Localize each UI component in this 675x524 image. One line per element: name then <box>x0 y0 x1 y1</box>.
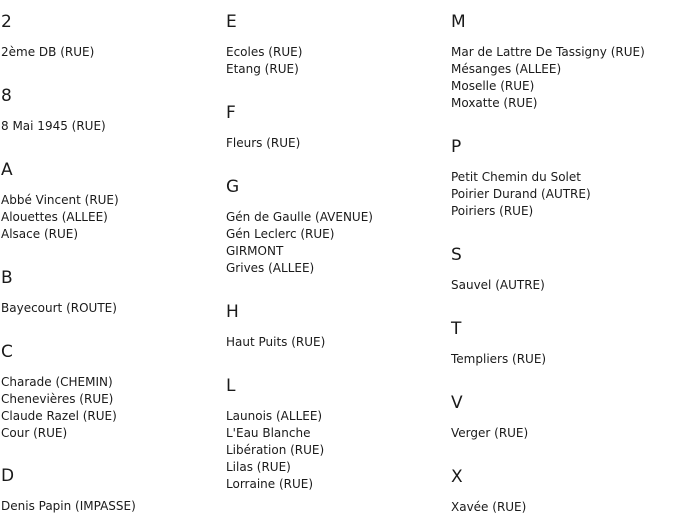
street-link[interactable]: Moxatte (RUE) <box>451 96 538 110</box>
street-list-item <box>1 408 117 425</box>
street-list <box>451 499 526 516</box>
section-letter-heading: T <box>451 319 462 339</box>
letter-section <box>226 177 373 277</box>
street-link[interactable]: Verger (RUE) <box>451 426 529 440</box>
street-list-item <box>226 226 373 243</box>
street-list-item <box>1 192 119 209</box>
street-list <box>1 118 106 135</box>
street-link[interactable]: Fleurs (RUE) <box>226 136 301 150</box>
street-link[interactable]: 2ème DB (RUE) <box>1 45 95 59</box>
street-link[interactable]: Gén de Gaulle (AVENUE) <box>226 210 373 224</box>
street-list-item <box>226 135 300 152</box>
street-list <box>1 44 94 61</box>
section-letter-heading: L <box>226 376 236 396</box>
street-list-item <box>1 300 117 317</box>
street-list-item <box>226 408 324 425</box>
street-list-item <box>1 391 117 408</box>
letter-section <box>1 342 117 442</box>
street-list-item <box>1 226 119 243</box>
street-link[interactable]: Mar de Lattre De Tassigny (RUE) <box>451 45 645 59</box>
street-link[interactable]: Petit Chemin du Solet <box>451 170 581 184</box>
letter-section <box>1 86 106 135</box>
street-list-item <box>1 209 119 226</box>
street-link[interactable]: Denis Papin (IMPASSE) <box>1 499 136 513</box>
letter-section <box>451 393 528 442</box>
street-list-item <box>451 95 645 112</box>
street-list <box>226 209 373 277</box>
street-list <box>451 425 528 442</box>
street-link[interactable]: Launois (ALLEE) <box>226 409 323 423</box>
street-list-item <box>451 277 545 294</box>
street-list-item <box>451 499 526 516</box>
street-list <box>226 44 302 78</box>
street-list <box>1 498 136 515</box>
letter-section <box>1 12 94 61</box>
street-link[interactable]: Alsace (RUE) <box>1 227 79 241</box>
street-list <box>451 351 546 368</box>
section-letter-heading: V <box>451 393 463 413</box>
street-list-item <box>451 61 645 78</box>
street-link[interactable]: Chenevières (RUE) <box>1 392 114 406</box>
section-letter-heading: E <box>226 12 237 32</box>
street-link[interactable]: Etang (RUE) <box>226 62 299 76</box>
letter-section <box>226 103 300 152</box>
street-list-item <box>226 442 324 459</box>
street-list-item <box>1 425 117 442</box>
street-list-item <box>1 374 117 391</box>
street-link[interactable]: GIRMONT <box>226 244 284 258</box>
street-link[interactable]: 8 Mai 1945 (RUE) <box>1 119 106 133</box>
street-list-item <box>1 118 106 135</box>
street-list <box>1 192 119 243</box>
street-link[interactable]: Poirier Durand (AUTRE) <box>451 187 591 201</box>
street-link[interactable]: Lilas (RUE) <box>226 460 291 474</box>
section-letter-heading: 8 <box>1 86 12 106</box>
section-letter-heading: G <box>226 177 240 197</box>
street-link[interactable]: Templiers (RUE) <box>451 352 547 366</box>
street-list-item <box>226 260 373 277</box>
letter-section <box>226 376 324 493</box>
street-list <box>226 135 300 152</box>
street-link[interactable]: L'Eau Blanche <box>226 426 311 440</box>
section-letter-heading: H <box>226 302 239 322</box>
section-letter-heading: F <box>226 103 236 123</box>
letter-section <box>451 12 645 112</box>
street-list-item <box>226 334 325 351</box>
street-link[interactable]: Poiriers (RUE) <box>451 204 534 218</box>
street-link[interactable]: Cour (RUE) <box>1 426 68 440</box>
street-link[interactable]: Claude Razel (RUE) <box>1 409 117 423</box>
section-letter-heading: 2 <box>1 12 12 32</box>
section-letter-heading: A <box>1 160 13 180</box>
section-letter-heading: X <box>451 467 463 487</box>
street-link[interactable]: Lorraine (RUE) <box>226 477 314 491</box>
section-letter-heading: D <box>1 466 15 486</box>
street-link[interactable]: Haut Puits (RUE) <box>226 335 326 349</box>
section-letter-heading: S <box>451 245 462 265</box>
section-letter-heading: P <box>451 137 462 157</box>
letter-section <box>451 319 546 368</box>
street-list-item <box>226 476 324 493</box>
section-letter-heading: B <box>1 268 13 288</box>
street-list-item <box>226 44 302 61</box>
street-list <box>451 277 545 294</box>
street-link[interactable]: Grives (ALLEE) <box>226 261 315 275</box>
section-letter-heading: C <box>1 342 13 362</box>
street-list <box>226 334 325 351</box>
letter-section <box>451 467 526 516</box>
letter-section <box>451 245 545 294</box>
street-list-item <box>451 169 591 186</box>
letter-section <box>1 268 117 317</box>
letter-section <box>226 302 325 351</box>
street-link[interactable]: Libération (RUE) <box>226 443 325 457</box>
street-link[interactable]: Xavée (RUE) <box>451 500 527 514</box>
street-list-item <box>226 209 373 226</box>
street-link[interactable]: Alouettes (ALLEE) <box>1 210 108 224</box>
letter-section <box>1 160 119 243</box>
street-list-item <box>1 44 94 61</box>
section-letter-heading: M <box>451 12 466 32</box>
street-list-item <box>451 44 645 61</box>
letter-section <box>1 466 136 515</box>
street-list-item <box>451 351 546 368</box>
street-link[interactable]: Bayecourt (ROUTE) <box>1 301 117 315</box>
street-list <box>1 374 117 442</box>
street-list-item <box>226 425 324 442</box>
street-list-item <box>226 61 302 78</box>
street-link[interactable]: Moselle (RUE) <box>451 79 535 93</box>
street-link[interactable]: Charade (CHEMIN) <box>1 375 113 389</box>
street-list <box>451 169 591 220</box>
street-list-item <box>1 498 136 515</box>
street-list-item <box>451 425 528 442</box>
street-list-item <box>451 78 645 95</box>
street-link[interactable]: Abbé Vincent (RUE) <box>1 193 119 207</box>
street-list-item <box>226 243 373 260</box>
street-list <box>226 408 324 493</box>
street-list <box>1 300 117 317</box>
street-link[interactable]: Sauvel (AUTRE) <box>451 278 545 292</box>
street-list-item <box>451 186 591 203</box>
street-link[interactable]: Ecoles (RUE) <box>226 45 303 59</box>
street-link[interactable]: Mésanges (ALLEE) <box>451 62 562 76</box>
street-list <box>451 44 645 112</box>
letter-section <box>451 137 591 220</box>
street-list-item <box>226 459 324 476</box>
street-link[interactable]: Gén Leclerc (RUE) <box>226 227 335 241</box>
street-list-item <box>451 203 591 220</box>
letter-section <box>226 12 302 78</box>
